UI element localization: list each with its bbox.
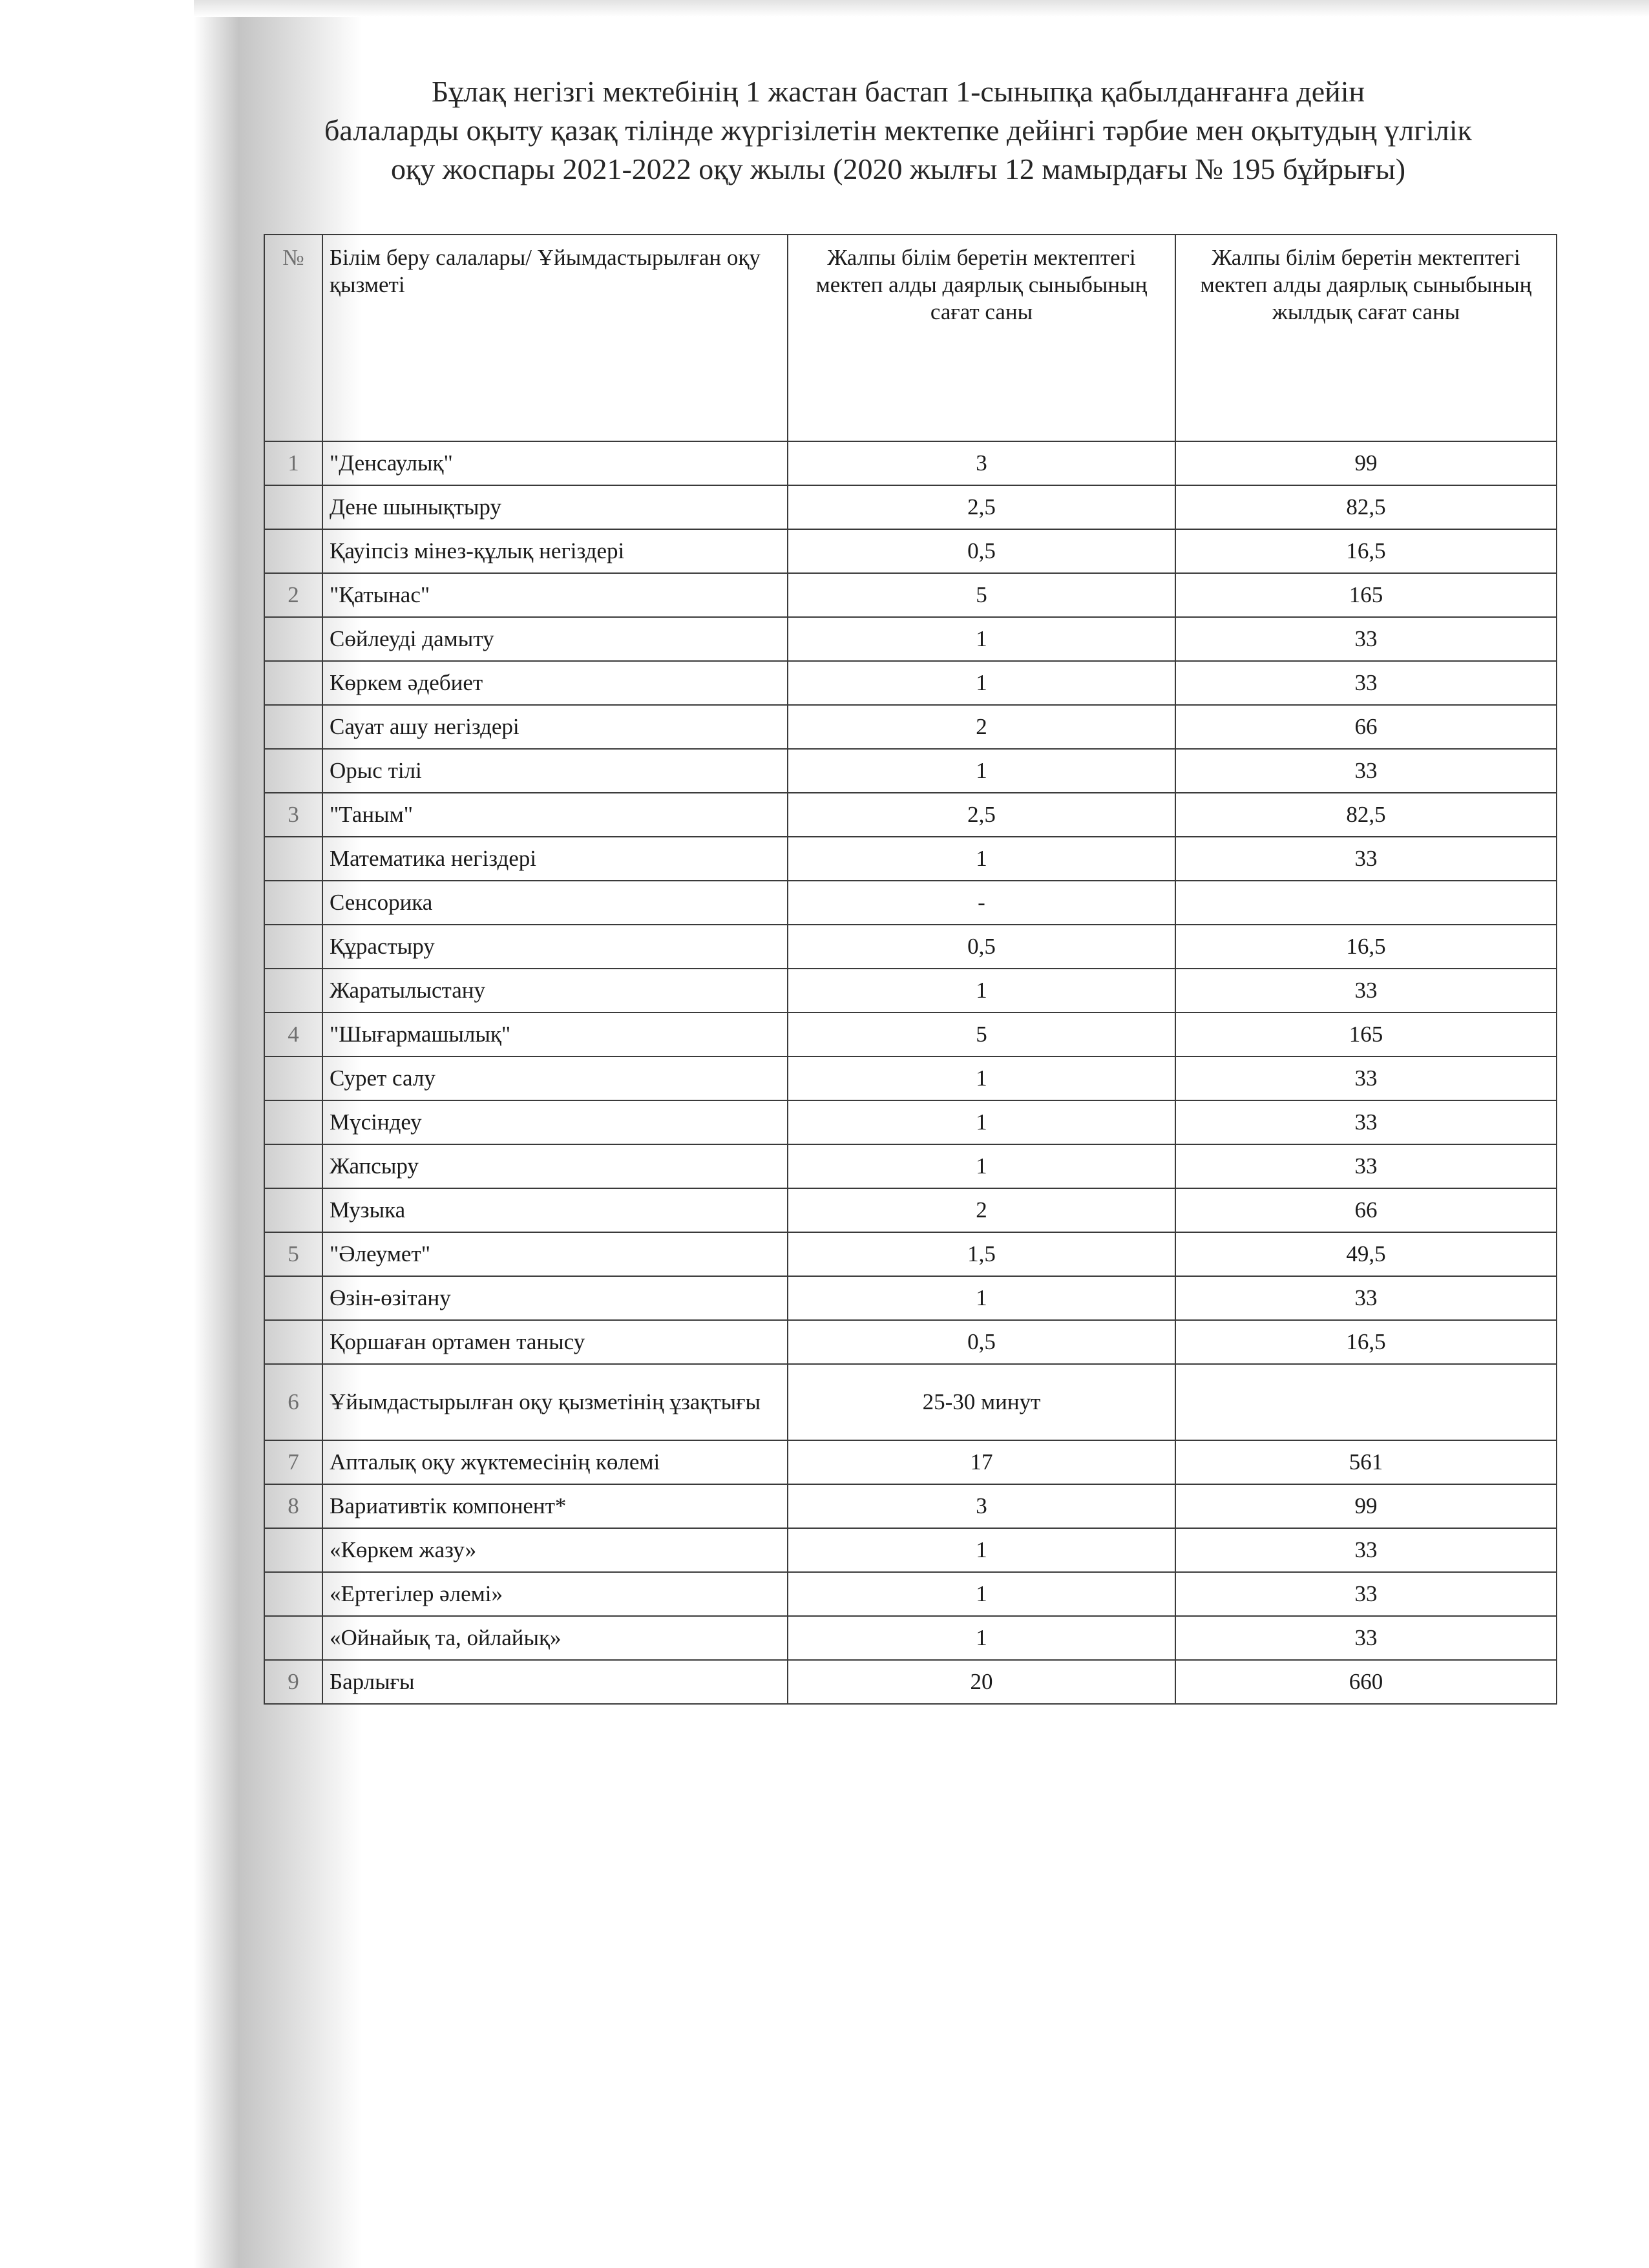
- row-weekly-hours: 1: [788, 1528, 1175, 1572]
- row-subject: Музыка: [322, 1188, 788, 1232]
- table-row: [264, 1660, 1557, 1704]
- scan-edge: [194, 0, 1649, 17]
- row-yearly-hours: 82,5: [1175, 485, 1557, 529]
- row-number: [264, 925, 322, 969]
- row-weekly-hours: 1: [788, 1144, 1175, 1188]
- table-row: [264, 1484, 1557, 1528]
- row-subject: Математика негіздері: [322, 837, 788, 881]
- row-yearly-hours: 49,5: [1175, 1232, 1557, 1276]
- row-number: [264, 617, 322, 661]
- row-yearly-hours: 16,5: [1175, 529, 1557, 573]
- row-weekly-hours: 1,5: [788, 1232, 1175, 1276]
- row-yearly-hours: 165: [1175, 1013, 1557, 1056]
- row-weekly-hours: 25-30 минут: [788, 1364, 1175, 1440]
- row-yearly-hours: [1175, 881, 1557, 925]
- row-yearly-hours: 16,5: [1175, 1320, 1557, 1364]
- row-yearly-hours: 33: [1175, 661, 1557, 705]
- row-subject: Ұйымдастырылған оқу қызметінің ұзақтығы: [322, 1364, 788, 1440]
- row-weekly-hours: 1: [788, 661, 1175, 705]
- table-row: [264, 1572, 1557, 1616]
- row-yearly-hours: 33: [1175, 1276, 1557, 1320]
- row-number: 8: [264, 1484, 322, 1528]
- row-weekly-hours: 20: [788, 1660, 1175, 1704]
- table-row: [264, 1144, 1557, 1188]
- row-number: [264, 1100, 322, 1144]
- row-number: 3: [264, 793, 322, 837]
- row-number: 1: [264, 441, 322, 485]
- table-row: [264, 1276, 1557, 1320]
- row-yearly-hours: [1175, 1364, 1557, 1440]
- table-row: [264, 1528, 1557, 1572]
- row-yearly-hours: 33: [1175, 1144, 1557, 1188]
- row-weekly-hours: 2,5: [788, 793, 1175, 837]
- row-number: [264, 749, 322, 793]
- title-line-1: Бұлақ негізгі мектебінің 1 жастан бастап 1-сыныпқа қабылданғанға дейін: [431, 75, 1365, 108]
- row-subject: "Әлеумет": [322, 1232, 788, 1276]
- row-number: [264, 1144, 322, 1188]
- row-subject: Сөйлеуді дамыту: [322, 617, 788, 661]
- row-yearly-hours: 33: [1175, 1528, 1557, 1572]
- row-weekly-hours: 1: [788, 1100, 1175, 1144]
- row-subject: Жаратылыстану: [322, 969, 788, 1013]
- row-number: 7: [264, 1440, 322, 1484]
- row-subject: Мүсіндеу: [322, 1100, 788, 1144]
- row-number: [264, 1056, 322, 1100]
- row-number: [264, 705, 322, 749]
- row-yearly-hours: 33: [1175, 617, 1557, 661]
- table-body: [264, 441, 1557, 1704]
- row-subject: Вариативтік компонент*: [322, 1484, 788, 1528]
- row-yearly-hours: 33: [1175, 837, 1557, 881]
- table-header-row: [264, 235, 1557, 441]
- row-yearly-hours: 33: [1175, 1572, 1557, 1616]
- row-number: 4: [264, 1013, 322, 1056]
- curriculum-table: [264, 234, 1557, 1705]
- table-row: [264, 1232, 1557, 1276]
- row-number: [264, 969, 322, 1013]
- row-weekly-hours: 1: [788, 1616, 1175, 1660]
- row-weekly-hours: 2: [788, 705, 1175, 749]
- table-row: [264, 573, 1557, 617]
- row-number: 6: [264, 1364, 322, 1440]
- row-yearly-hours: 561: [1175, 1440, 1557, 1484]
- table-row: [264, 617, 1557, 661]
- table-row: [264, 661, 1557, 705]
- table-row: [264, 1364, 1557, 1440]
- table-row: [264, 749, 1557, 793]
- table-row: [264, 1056, 1557, 1100]
- row-number: [264, 1320, 322, 1364]
- row-number: [264, 1188, 322, 1232]
- row-weekly-hours: 5: [788, 573, 1175, 617]
- row-subject: Сауат ашу негіздері: [322, 705, 788, 749]
- row-yearly-hours: 660: [1175, 1660, 1557, 1704]
- table-row: [264, 441, 1557, 485]
- row-weekly-hours: 1: [788, 749, 1175, 793]
- row-yearly-hours: 99: [1175, 441, 1557, 485]
- header-yearly-hours: Жалпы білім беретін мектептегі мектеп алды даярлық сыныбының жылдық сағат саны: [1175, 235, 1557, 441]
- row-subject: Орыс тілі: [322, 749, 788, 793]
- row-number: [264, 1276, 322, 1320]
- table-row: [264, 793, 1557, 837]
- table-row: [264, 881, 1557, 925]
- row-subject: Апталық оқу жүктемесінің көлемі: [322, 1440, 788, 1484]
- row-weekly-hours: 1: [788, 617, 1175, 661]
- row-yearly-hours: 33: [1175, 1100, 1557, 1144]
- row-number: [264, 837, 322, 881]
- row-number: 5: [264, 1232, 322, 1276]
- row-weekly-hours: 0,5: [788, 529, 1175, 573]
- row-subject: Өзін-өзітану: [322, 1276, 788, 1320]
- row-subject: "Қатынас": [322, 573, 788, 617]
- row-weekly-hours: 1: [788, 1276, 1175, 1320]
- row-weekly-hours: 17: [788, 1440, 1175, 1484]
- table-row: [264, 1320, 1557, 1364]
- row-weekly-hours: 3: [788, 441, 1175, 485]
- row-subject: Көркем әдебиет: [322, 661, 788, 705]
- row-subject: Қауіпсіз мінез-құлық негіздері: [322, 529, 788, 573]
- row-subject: "Денсаулық": [322, 441, 788, 485]
- row-weekly-hours: 1: [788, 1056, 1175, 1100]
- row-number: [264, 1528, 322, 1572]
- row-subject: «Ойнайық та, ойлайық»: [322, 1616, 788, 1660]
- row-yearly-hours: 33: [1175, 969, 1557, 1013]
- row-subject: "Таным": [322, 793, 788, 837]
- row-yearly-hours: 33: [1175, 1056, 1557, 1100]
- row-subject: «Көркем жазу»: [322, 1528, 788, 1572]
- table-row: [264, 1013, 1557, 1056]
- row-yearly-hours: 16,5: [1175, 925, 1557, 969]
- table-row: [264, 925, 1557, 969]
- row-subject: Сурет салу: [322, 1056, 788, 1100]
- row-yearly-hours: 66: [1175, 705, 1557, 749]
- row-weekly-hours: 1: [788, 969, 1175, 1013]
- row-yearly-hours: 82,5: [1175, 793, 1557, 837]
- row-subject: «Ертегілер әлемі»: [322, 1572, 788, 1616]
- row-subject: Дене шынықтыру: [322, 485, 788, 529]
- row-weekly-hours: 1: [788, 1572, 1175, 1616]
- row-subject: Жапсыру: [322, 1144, 788, 1188]
- row-number: [264, 881, 322, 925]
- row-weekly-hours: 0,5: [788, 1320, 1175, 1364]
- table-row: [264, 837, 1557, 881]
- row-number: [264, 485, 322, 529]
- row-subject: Барлығы: [322, 1660, 788, 1704]
- title-line-2: балаларды оқыту қазақ тілінде жүргізілетін мектепке дейінгі тәрбие мен оқытудың үлгілік: [324, 114, 1472, 147]
- table-row: [264, 705, 1557, 749]
- row-number: [264, 661, 322, 705]
- row-number: [264, 1572, 322, 1616]
- row-yearly-hours: 33: [1175, 1616, 1557, 1660]
- table-row: [264, 1440, 1557, 1484]
- table-row: [264, 529, 1557, 573]
- header-num: №: [264, 235, 322, 441]
- row-weekly-hours: 2: [788, 1188, 1175, 1232]
- table-row: [264, 1188, 1557, 1232]
- row-yearly-hours: 66: [1175, 1188, 1557, 1232]
- table-row: [264, 485, 1557, 529]
- document-title: [265, 72, 1531, 189]
- header-subject: Білім беру салалары/ Ұйымдастырылған оқу қызметі: [322, 235, 788, 441]
- row-weekly-hours: 5: [788, 1013, 1175, 1056]
- table-row: [264, 1616, 1557, 1660]
- row-weekly-hours: 0,5: [788, 925, 1175, 969]
- row-number: [264, 1616, 322, 1660]
- row-subject: Құрастыру: [322, 925, 788, 969]
- row-number: [264, 529, 322, 573]
- row-yearly-hours: 99: [1175, 1484, 1557, 1528]
- row-weekly-hours: 1: [788, 837, 1175, 881]
- title-line-3: оқу жоспары 2021-2022 оқу жылы (2020 жылғы 12 мамырдағы № 195 бұйрығы): [390, 152, 1406, 185]
- row-weekly-hours: 2,5: [788, 485, 1175, 529]
- row-yearly-hours: 33: [1175, 749, 1557, 793]
- row-number: 9: [264, 1660, 322, 1704]
- header-weekly-hours: Жалпы білім беретін мектептегі мектеп алды даярлық сыныбының сағат саны: [788, 235, 1175, 441]
- row-weekly-hours: -: [788, 881, 1175, 925]
- row-number: 2: [264, 573, 322, 617]
- row-subject: Қоршаған ортамен танысу: [322, 1320, 788, 1364]
- row-weekly-hours: 3: [788, 1484, 1175, 1528]
- row-yearly-hours: 165: [1175, 573, 1557, 617]
- table-row: [264, 1100, 1557, 1144]
- row-subject: "Шығармашылық": [322, 1013, 788, 1056]
- row-subject: Сенсорика: [322, 881, 788, 925]
- table-row: [264, 969, 1557, 1013]
